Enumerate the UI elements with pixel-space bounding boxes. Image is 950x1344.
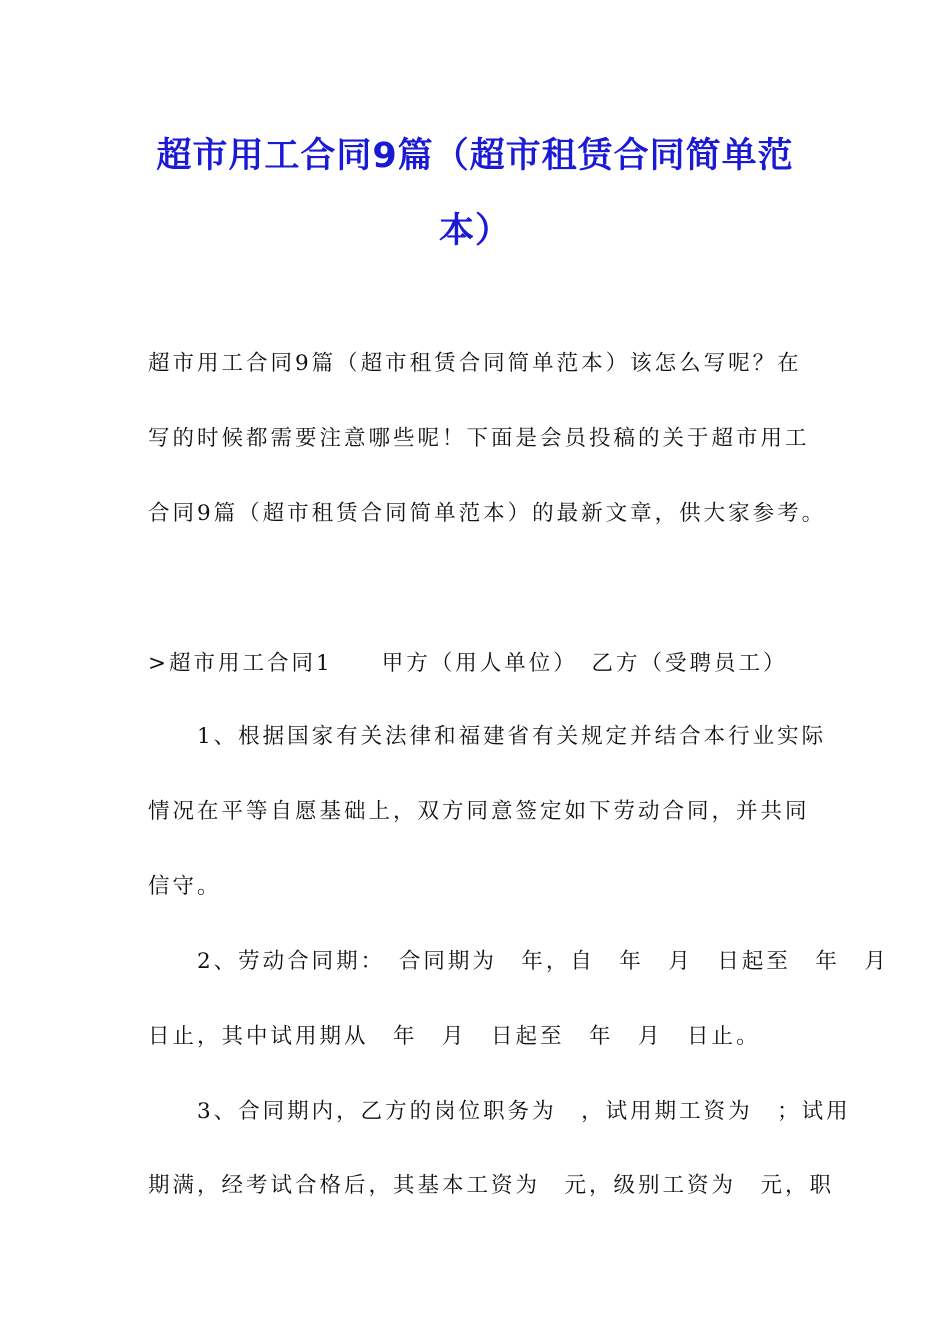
clause-2-line-1: 2、劳动合同期： 合同期为 年，自 年 月 日起至 年 月 — [148, 949, 889, 974]
clause-3-line-2: 期满，经考试合格后，其基本工资为 元，级别工资为 元，职 — [148, 1173, 835, 1198]
document-title-line-1: 超市用工合同9篇（超市租赁合同简单范 — [156, 136, 794, 176]
section-heading: >超市用工合同1 甲方（用人单位） 乙方（受聘员工） — [148, 651, 788, 676]
clause-1-line-2: 情况在平等自愿基础上，双方同意签定如下劳动合同，并共同 — [148, 799, 810, 824]
clause-3-line-1: 3、合同期内，乙方的岗位职务为 ，试用期工资为 ；试用 — [148, 1099, 851, 1124]
clause-1-line-3: 信守。 — [148, 874, 222, 899]
clause-2-line-2: 日止，其中试用期从 年 月 日起至 年 月 日止。 — [148, 1024, 761, 1049]
document-title-line-2: 本） — [438, 211, 511, 251]
clause-1-line-1: 1、根据国家有关法律和福建省有关规定并结合本行业实际 — [148, 724, 827, 749]
intro-line-2: 写的时候都需要注意哪些呢！下面是会员投稿的关于超市用工 — [148, 426, 810, 451]
intro-line-1: 超市用工合同9篇（超市租赁合同简单范本）该怎么写呢？在 — [148, 351, 802, 376]
intro-line-3: 合同9篇（超市租赁合同简单范本）的最新文章，供大家参考。 — [148, 501, 827, 526]
